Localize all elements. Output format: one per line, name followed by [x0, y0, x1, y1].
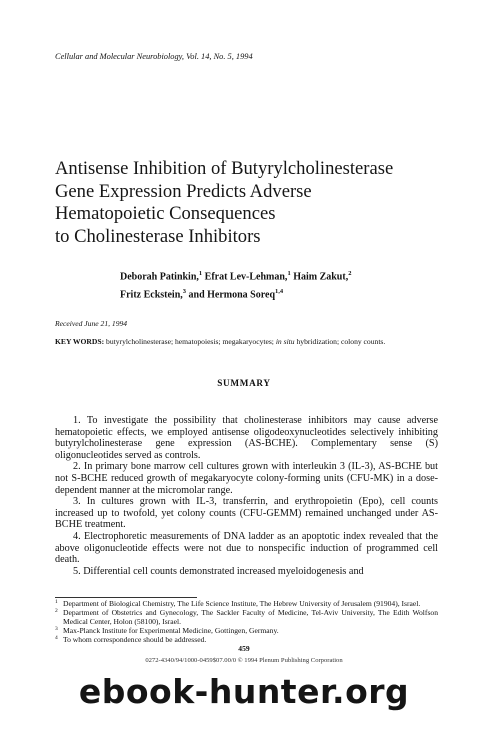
author-name: Efrat Lev-Lehman, — [202, 271, 288, 283]
footnotes — [55, 600, 438, 645]
title-line: Gene Expression Predicts Adverse — [55, 180, 312, 202]
summary-heading: SUMMARY — [217, 378, 271, 388]
keywords-italic: in situ — [275, 337, 295, 346]
author-line-1 — [120, 267, 351, 285]
footnote-text: Department of Obstetrics and Gynecology, The Sackler Faculty of Medicine, Tel-Aviv University, The Edith Wolfson Medical Center, Holon (58100), Israel. — [63, 607, 438, 626]
footnote-text: To whom correspondence should be addressed. — [63, 634, 207, 644]
title-line: Antisense Inhibition of Butyrylcholinesterase — [55, 158, 394, 179]
author-name: Deborah Patinkin, — [120, 271, 199, 283]
affiliation-mark: 1 — [287, 270, 291, 277]
author-name: Fritz Eckstein, — [120, 289, 183, 301]
keywords — [55, 337, 433, 347]
title-line: Hematopoietic Consequences — [55, 203, 276, 224]
footnote-number: 2 — [55, 607, 58, 614]
article-title — [55, 158, 455, 248]
journal-citation: Cellular and Molecular Neurobiology, Vol. 14, No. 5, 1994 — [55, 52, 253, 61]
author-list — [120, 267, 351, 303]
affiliation-mark: 1 — [198, 270, 203, 277]
author-line-2 — [120, 285, 351, 303]
summary-paragraph: 1. To investigate the possibility that cholinesterase inhibitors may cause adverse hematopoietic effects, we employed antisense oligodeoxynucleotides selectively inhibiting butyrylcholinesterase gene expression (AS-BCHE). Complementary sense (S) oligonucleotides served as controls. — [55, 415, 438, 461]
keywords-text: butyrylcholinesterase; hematopoiesis; megakaryocytes; — [104, 337, 276, 346]
footnote-number: 3 — [55, 625, 58, 632]
summary-paragraph: 2. In primary bone marrow cell cultures grown with interleukin 3 (IL-3), AS-BCHE but not S-BCHE reduced growth of megakaryocyte colony-forming units (CFU-MK) in a dose-dependent manner at the micromolar range. — [55, 461, 438, 496]
author-name: Haim Zakut, — [290, 271, 349, 283]
affiliation-mark: 1,4 — [275, 287, 284, 295]
summary-paragraph: 4. Electrophoretic measurements of DNA ladder as an apoptotic index revealed that the above oligonucleotide effects were not due to nonspecific induction of programmed cell death. — [55, 530, 438, 566]
affiliation-mark: 2 — [348, 270, 352, 277]
received-date: Received June 21, 1994 — [55, 319, 128, 328]
keywords-label: KEY WORDS: — [55, 337, 105, 346]
footnote-text: Max-Planck Institute for Experimental Medicine, Gottingen, Germany. — [63, 625, 279, 635]
watermark: ebook-hunter.org — [78, 672, 410, 711]
summary-paragraph: 3. In cultures grown with IL-3, transferrin, and erythropoietin (Epo), cell counts increased up to twofold, yet colony counts (CFU-GEMM) remained unchanged under AS-BCHE treatment. — [55, 496, 438, 531]
author-name: and Hermona Soreq — [186, 289, 276, 301]
footnote-number: 4 — [55, 634, 58, 641]
keywords-text: hybridization; colony counts. — [294, 337, 386, 346]
summary-body — [55, 415, 438, 577]
page-number: 459 — [238, 644, 250, 653]
affiliation-mark: 3 — [182, 287, 187, 295]
footnote-divider — [55, 597, 197, 598]
footnote — [55, 609, 438, 627]
footnote-text: Department of Biological Chemistry, The Life Science Institute, The Hebrew University of Jerusalem (91904), Israel. — [63, 599, 421, 608]
title-line: to Cholinesterase Inhibitors — [55, 225, 261, 247]
copyright-line: 0272-4340/94/1000-0459$07.00/0 © 1994 Plenum Publishing Corporation — [145, 657, 343, 664]
footnote-number: 1 — [55, 599, 58, 605]
summary-paragraph: 5. Differential cell counts demonstrated increased myeloidogenesis and — [73, 565, 364, 577]
